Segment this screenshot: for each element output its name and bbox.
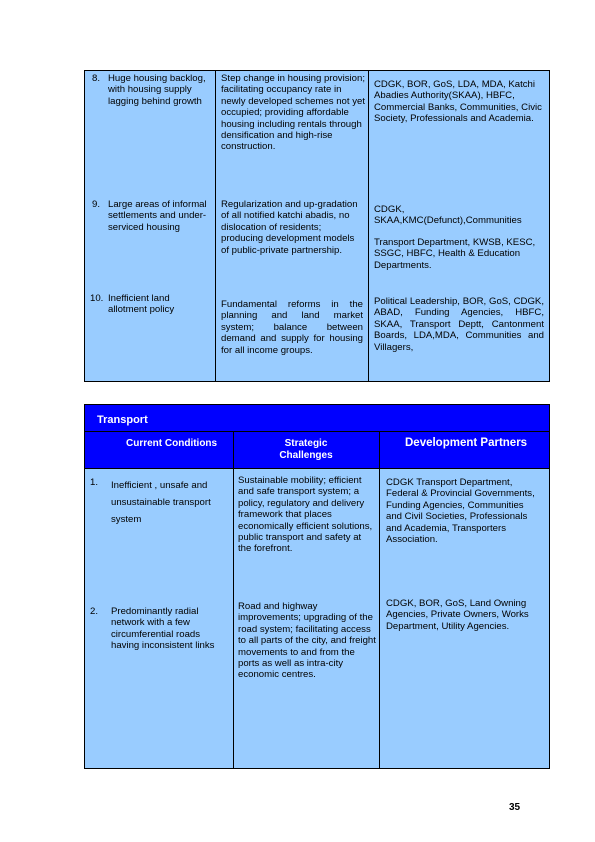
development-partners: CDGK, SKAA,KMC(Defunct),Communities [374,204,522,227]
strategic-challenge: Step change in housing provision; facilitating occupancy rate in newly developed schemes not yet occupied; providing affordable housing including rentals through densification and high-rise construction. [221,73,366,153]
row-number: 1. [90,477,99,488]
current-condition: Huge housing backlog, with housing supply lagging behind growth [108,73,206,107]
row-number: 9. [92,199,101,210]
strategic-challenge: Sustainable mobility; efficient and safe transport system; a policy, regulatory and delivery framework that places economically efficient solutions, public transport and safety at the forefront. [238,475,373,555]
page-number: 35 [509,802,521,813]
development-partners: CDGK, BOR, GoS, LDA, MDA, Katchi Abadies Authority(SKAA), HBFC, Commercial Banks, Communities, Civic Society, Professionals and Academia. [374,79,542,125]
development-partners: Political Leadership, BOR, GoS, CDGK, ABAD, Funding Agencies, HBFC, SKAA, Transport Deptt, Cantonment Boards, LDA,MDA, Communities and Villagers, [374,296,544,353]
column-header-conditions: Current Conditions [126,438,218,449]
development-partners: Transport Department, KWSB, KESC, SSGC, HBFC, Health & Education Departments. [374,237,536,271]
current-condition: Large areas of informal settlements and under-serviced housing [108,199,207,233]
strategic-challenge: Fundamental reforms in the planning and land market system; balance between demand and supply for housing for all income groups. [221,299,363,356]
strategic-challenge: Regularization and up-gradation of all notified katchi abadis, no dislocation of residents; producing development models of public-private partnership. [221,199,358,256]
strategic-challenge: Road and highway improvements; upgrading of the road system; facilitating access to all parts of the city, and freight movements to and from the ports as well as intra-city economic centres. [238,601,376,681]
section-title: Transport [97,414,148,426]
development-partners: CDGK, BOR, GoS, Land Owning Agencies, Private Owners, Works Department, Utility Agencies. [386,598,529,632]
current-condition: Inefficient land allotment policy [108,293,175,316]
column-header-partners: Development Partners [405,437,528,449]
development-partners: CDGK Transport Department, Federal & Provincial Governments, Funding Agencies, Communities and Civil Societies, Professionals and Academia, Transporters Association. [386,477,535,546]
column-header-challenges: Strategic Challenges [279,438,333,461]
current-condition: Inefficient , unsafe and unsustainable transport system [111,480,211,525]
row-number: 8. [92,73,101,84]
row-number: 10. [90,293,104,304]
current-condition: Predominantly radial network with a few circumferential roads having inconsistent links [111,606,215,652]
row-number: 2. [90,606,99,617]
